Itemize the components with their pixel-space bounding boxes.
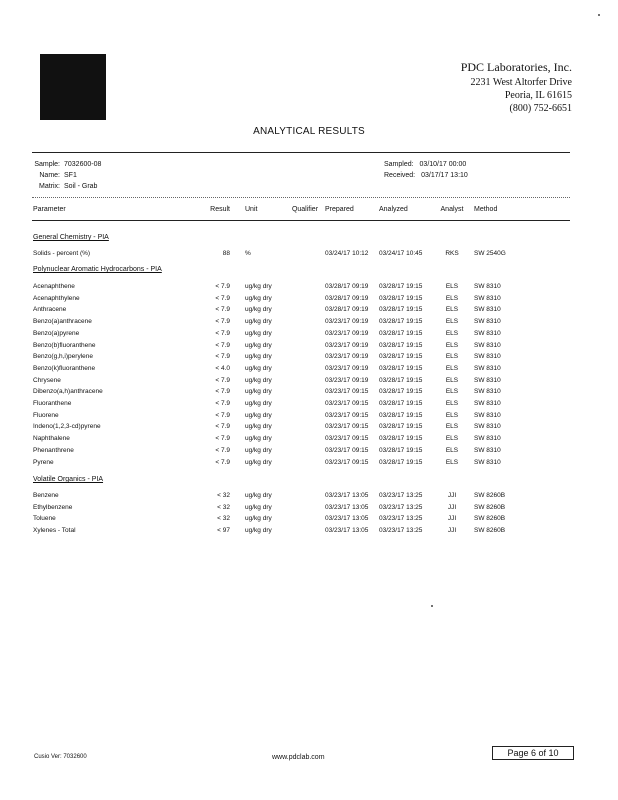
cell-parameter: Toluene bbox=[33, 515, 56, 523]
table-row bbox=[0, 515, 618, 525]
table-row bbox=[0, 435, 618, 445]
cell-analyst: ELS bbox=[445, 458, 459, 466]
cell-parameter: Pyrene bbox=[33, 458, 54, 466]
cell-method: SW 8310 bbox=[474, 306, 501, 314]
cell-prepared: 03/23/17 09:15 bbox=[325, 435, 369, 443]
cell-result: < 7.9 bbox=[215, 376, 230, 384]
cell-prepared: 03/23/17 13:05 bbox=[325, 492, 369, 499]
table-row bbox=[0, 459, 618, 469]
cell-result: < 7.9 bbox=[215, 329, 230, 337]
table-row bbox=[0, 527, 618, 537]
cell-prepared: 03/28/17 09:19 bbox=[325, 306, 369, 314]
cell-analyzed: 03/28/17 19:15 bbox=[379, 423, 423, 431]
cell-result: < 32 bbox=[217, 492, 230, 499]
name-value: SF1 bbox=[64, 172, 77, 179]
cell-result: < 7.9 bbox=[215, 400, 230, 407]
cell-unit: ug/kg dry bbox=[245, 353, 272, 361]
matrix-label: Matrix: bbox=[39, 183, 60, 190]
cell-analyzed: 03/28/17 19:15 bbox=[379, 294, 423, 302]
lab-name: PDC Laboratories, Inc. bbox=[460, 60, 572, 74]
cell-unit: ug/kg dry bbox=[245, 364, 272, 372]
cell-parameter: Benzene bbox=[33, 492, 59, 499]
cell-parameter: Benzo(k)fluoranthene bbox=[33, 364, 96, 372]
table-row bbox=[0, 412, 618, 422]
cell-method: SW 8310 bbox=[474, 435, 501, 443]
cell-prepared: 03/23/17 09:19 bbox=[325, 341, 369, 349]
table-row bbox=[0, 250, 618, 260]
cell-analyst: JJI bbox=[447, 503, 457, 511]
cell-analyzed: 03/28/17 19:15 bbox=[379, 364, 423, 372]
matrix-value: Soil - Grab bbox=[64, 183, 98, 190]
table-row bbox=[0, 400, 618, 410]
cell-result: < 7.9 bbox=[215, 388, 230, 396]
cell-parameter: Fluoranthene bbox=[33, 400, 72, 407]
cell-unit: ug/kg dry bbox=[245, 341, 272, 349]
cell-result: < 7.9 bbox=[215, 294, 230, 302]
col-unit: Unit bbox=[245, 206, 258, 213]
cell-analyzed: 03/28/17 19:15 bbox=[379, 329, 423, 337]
cell-analyzed: 03/28/17 19:15 bbox=[379, 411, 423, 419]
col-analyzed: Analyzed bbox=[379, 206, 408, 213]
cell-result: < 7.9 bbox=[215, 283, 230, 290]
cell-unit: ug/kg dry bbox=[245, 306, 272, 314]
received-value: 03/17/17 13:10 bbox=[421, 172, 468, 179]
cell-unit: ug/kg dry bbox=[245, 400, 272, 407]
cell-analyst: ELS bbox=[445, 400, 459, 407]
cell-method: SW 8310 bbox=[474, 458, 501, 466]
cell-analyzed: 03/28/17 19:15 bbox=[379, 435, 423, 443]
col-parameter: Parameter bbox=[33, 206, 66, 213]
cell-analyzed: 03/28/17 19:15 bbox=[379, 446, 423, 454]
cell-prepared: 03/23/17 09:15 bbox=[325, 411, 369, 419]
cell-method: SW 8310 bbox=[474, 353, 501, 361]
cell-method: SW 8260B bbox=[474, 515, 506, 523]
footer-left: Cusio Ver: 7032600 bbox=[34, 754, 87, 760]
table-row bbox=[0, 365, 618, 375]
cell-method: SW 8310 bbox=[474, 388, 501, 396]
cell-analyzed: 03/24/17 10:45 bbox=[379, 250, 423, 257]
page-number: Page 6 of 10 bbox=[492, 746, 574, 760]
cell-method: SW 8260B bbox=[474, 503, 506, 511]
cell-prepared: 03/23/17 09:15 bbox=[325, 388, 369, 396]
cell-parameter: Dibenzo(a,h)anthracene bbox=[33, 388, 103, 396]
table-row bbox=[0, 388, 618, 398]
sample-label: Sample: bbox=[34, 161, 60, 168]
cell-prepared: 03/28/17 09:19 bbox=[325, 283, 369, 290]
cell-prepared: 03/28/17 09:19 bbox=[325, 294, 369, 302]
cell-unit: ug/kg dry bbox=[245, 283, 272, 290]
cell-parameter: Acenaphthene bbox=[33, 283, 75, 290]
cell-unit: % bbox=[245, 250, 251, 257]
table-row bbox=[0, 330, 618, 340]
cell-prepared: 03/23/17 09:19 bbox=[325, 364, 369, 372]
cell-result: < 7.9 bbox=[215, 423, 230, 431]
cell-unit: ug/kg dry bbox=[245, 492, 272, 499]
table-row bbox=[0, 295, 618, 305]
cell-analyst: ELS bbox=[445, 411, 459, 419]
cell-parameter: Phenanthrene bbox=[33, 446, 74, 454]
cell-analyzed: 03/28/17 19:15 bbox=[379, 283, 423, 290]
cell-prepared: 03/23/17 09:15 bbox=[325, 458, 369, 466]
cell-analyst: ELS bbox=[445, 341, 459, 349]
cell-result: < 7.9 bbox=[215, 411, 230, 419]
cell-analyst: ELS bbox=[445, 435, 459, 443]
cell-unit: ug/kg dry bbox=[245, 294, 272, 302]
cell-unit: ug/kg dry bbox=[245, 411, 272, 419]
scan-speck bbox=[598, 14, 600, 16]
cell-method: SW 8310 bbox=[474, 400, 501, 407]
cell-analyzed: 03/28/17 19:15 bbox=[379, 306, 423, 314]
cell-prepared: 03/23/17 09:19 bbox=[325, 329, 369, 337]
cell-analyst: ELS bbox=[445, 423, 459, 431]
sampled-value: 03/10/17 00:00 bbox=[419, 161, 467, 168]
cell-unit: ug/kg dry bbox=[245, 318, 272, 326]
section-title: Polynuclear Aromatic Hydrocarbons - PIA bbox=[33, 266, 162, 273]
cell-analyst: ELS bbox=[445, 294, 459, 302]
cell-parameter: Naphthalene bbox=[33, 435, 70, 443]
col-result: Result bbox=[210, 206, 230, 213]
cell-method: SW 8260B bbox=[474, 492, 506, 499]
cell-method: SW 8310 bbox=[474, 283, 501, 290]
cell-analyzed: 03/28/17 19:15 bbox=[379, 458, 423, 466]
cell-analyst: ELS bbox=[445, 446, 459, 454]
cell-analyst: ELS bbox=[445, 318, 459, 326]
section-title: General Chemistry - PIA bbox=[33, 234, 109, 241]
lab-address: 2231 West Altorfer Drive bbox=[470, 77, 572, 88]
cell-parameter: Solids - percent (%) bbox=[33, 250, 91, 257]
cell-result: < 7.9 bbox=[215, 458, 230, 466]
cell-parameter: Xylenes - Total bbox=[33, 527, 76, 535]
cell-method: SW 8310 bbox=[474, 318, 501, 326]
cell-analyst: JJI bbox=[447, 527, 457, 535]
cell-unit: ug/kg dry bbox=[245, 388, 272, 396]
cell-parameter: Acenaphthylene bbox=[33, 294, 80, 302]
cell-unit: ug/kg dry bbox=[245, 376, 272, 384]
cell-prepared: 03/23/17 09:15 bbox=[325, 423, 369, 431]
cell-result: < 7.9 bbox=[215, 306, 230, 314]
cell-analyst: ELS bbox=[445, 376, 459, 384]
cell-analyst: JJI bbox=[447, 515, 457, 523]
cell-result: < 32 bbox=[217, 503, 230, 511]
page-title: ANALYTICAL RESULTS bbox=[253, 126, 365, 137]
cell-method: SW 8310 bbox=[474, 446, 501, 454]
section-title: Volatile Organics - PIA bbox=[33, 476, 104, 483]
cell-unit: ug/kg dry bbox=[245, 329, 272, 337]
scan-speck bbox=[431, 605, 433, 607]
table-row bbox=[0, 318, 618, 328]
cell-parameter: Indeno(1,2,3-cd)pyrene bbox=[33, 423, 101, 431]
cell-prepared: 03/23/17 09:15 bbox=[325, 446, 369, 454]
cell-analyst: RKS bbox=[445, 250, 459, 257]
cell-parameter: Ethylbenzene bbox=[33, 503, 73, 511]
cell-result: < 97 bbox=[217, 527, 230, 535]
cell-method: SW 8260B bbox=[474, 527, 506, 535]
cell-method: SW 8310 bbox=[474, 376, 501, 384]
cell-parameter: Benzo(g,h,i)perylene bbox=[33, 353, 93, 361]
cell-result: < 7.9 bbox=[215, 353, 230, 361]
cell-parameter: Chrysene bbox=[33, 376, 61, 384]
cell-prepared: 03/23/17 13:05 bbox=[325, 515, 369, 523]
cell-analyzed: 03/23/17 13:25 bbox=[379, 527, 423, 535]
cell-method: SW 2540G bbox=[474, 250, 506, 257]
table-row bbox=[0, 423, 618, 433]
cell-result: 88 bbox=[222, 250, 230, 257]
cell-method: SW 8310 bbox=[474, 329, 501, 337]
table-row bbox=[0, 492, 618, 502]
cell-parameter: Benzo(b)fluoranthene bbox=[33, 341, 96, 349]
cell-unit: ug/kg dry bbox=[245, 458, 272, 466]
table-row bbox=[0, 283, 618, 293]
cell-method: SW 8310 bbox=[474, 364, 501, 372]
cell-analyzed: 03/23/17 13:25 bbox=[379, 515, 423, 523]
cell-unit: ug/kg dry bbox=[245, 515, 272, 523]
cell-analyzed: 03/23/17 13:25 bbox=[379, 503, 423, 511]
cell-parameter: Benzo(a)anthracene bbox=[33, 318, 92, 326]
received-label: Received: bbox=[384, 172, 416, 179]
cell-result: < 7.9 bbox=[215, 318, 230, 326]
cell-analyzed: 03/28/17 19:15 bbox=[379, 341, 423, 349]
sampled-label: Sampled: bbox=[384, 161, 414, 168]
cell-analyzed: 03/28/17 19:15 bbox=[379, 400, 423, 407]
cell-analyst: ELS bbox=[445, 388, 459, 396]
footer-url: www.pdclab.com bbox=[272, 754, 325, 761]
lab-phone: (800) 752-6651 bbox=[509, 103, 572, 114]
cell-analyzed: 03/28/17 19:15 bbox=[379, 388, 423, 396]
cell-result: < 7.9 bbox=[215, 446, 230, 454]
cell-analyst: ELS bbox=[445, 329, 459, 337]
col-method: Method bbox=[474, 206, 498, 213]
cell-unit: ug/kg dry bbox=[245, 446, 272, 454]
cell-analyst: ELS bbox=[445, 353, 459, 361]
cell-unit: ug/kg dry bbox=[245, 435, 272, 443]
table-row bbox=[0, 377, 618, 387]
cell-analyzed: 03/28/17 19:15 bbox=[379, 318, 423, 326]
lab-city: Peoria, IL 61615 bbox=[504, 90, 572, 101]
cell-prepared: 03/23/17 13:05 bbox=[325, 503, 369, 511]
cell-parameter: Fluorene bbox=[33, 411, 59, 419]
cell-unit: ug/kg dry bbox=[245, 423, 272, 431]
table-row bbox=[0, 306, 618, 316]
table-row bbox=[0, 353, 618, 363]
cell-method: SW 8310 bbox=[474, 341, 501, 349]
sample-value: 7032600-08 bbox=[64, 161, 102, 168]
cell-analyst: JJI bbox=[447, 492, 457, 499]
cell-analyzed: 03/23/17 13:25 bbox=[379, 492, 423, 499]
cell-analyzed: 03/28/17 19:15 bbox=[379, 353, 423, 361]
cell-method: SW 8310 bbox=[474, 423, 501, 431]
cell-analyst: ELS bbox=[445, 306, 459, 314]
cell-result: < 7.9 bbox=[215, 435, 230, 443]
col-prepared: Prepared bbox=[325, 206, 354, 213]
cell-analyst: ELS bbox=[445, 364, 459, 372]
cell-result: < 7.9 bbox=[215, 341, 230, 349]
cell-unit: ug/kg dry bbox=[245, 503, 272, 511]
cell-prepared: 03/23/17 09:19 bbox=[325, 353, 369, 361]
table-row bbox=[0, 447, 618, 457]
col-qualifier: Qualifier bbox=[291, 206, 319, 213]
cell-prepared: 03/23/17 09:19 bbox=[325, 318, 369, 326]
name-label: Name: bbox=[39, 172, 60, 179]
cell-result: < 4.0 bbox=[215, 364, 230, 372]
col-analyst: Analyst bbox=[440, 206, 464, 213]
cell-prepared: 03/23/17 13:05 bbox=[325, 527, 369, 535]
cell-method: SW 8310 bbox=[474, 294, 501, 302]
cell-method: SW 8310 bbox=[474, 411, 501, 419]
table-row bbox=[0, 342, 618, 352]
cell-prepared: 03/24/17 10:12 bbox=[325, 250, 369, 257]
cell-analyst: ELS bbox=[445, 283, 459, 290]
cell-parameter: Benzo(a)pyrene bbox=[33, 329, 80, 337]
cell-unit: ug/kg dry bbox=[245, 527, 272, 535]
cell-prepared: 03/23/17 09:19 bbox=[325, 376, 369, 384]
cell-result: < 32 bbox=[217, 515, 230, 523]
cell-analyzed: 03/28/17 19:15 bbox=[379, 376, 423, 384]
cell-parameter: Anthracene bbox=[33, 306, 67, 314]
table-row bbox=[0, 504, 618, 514]
cell-prepared: 03/23/17 09:15 bbox=[325, 400, 369, 407]
